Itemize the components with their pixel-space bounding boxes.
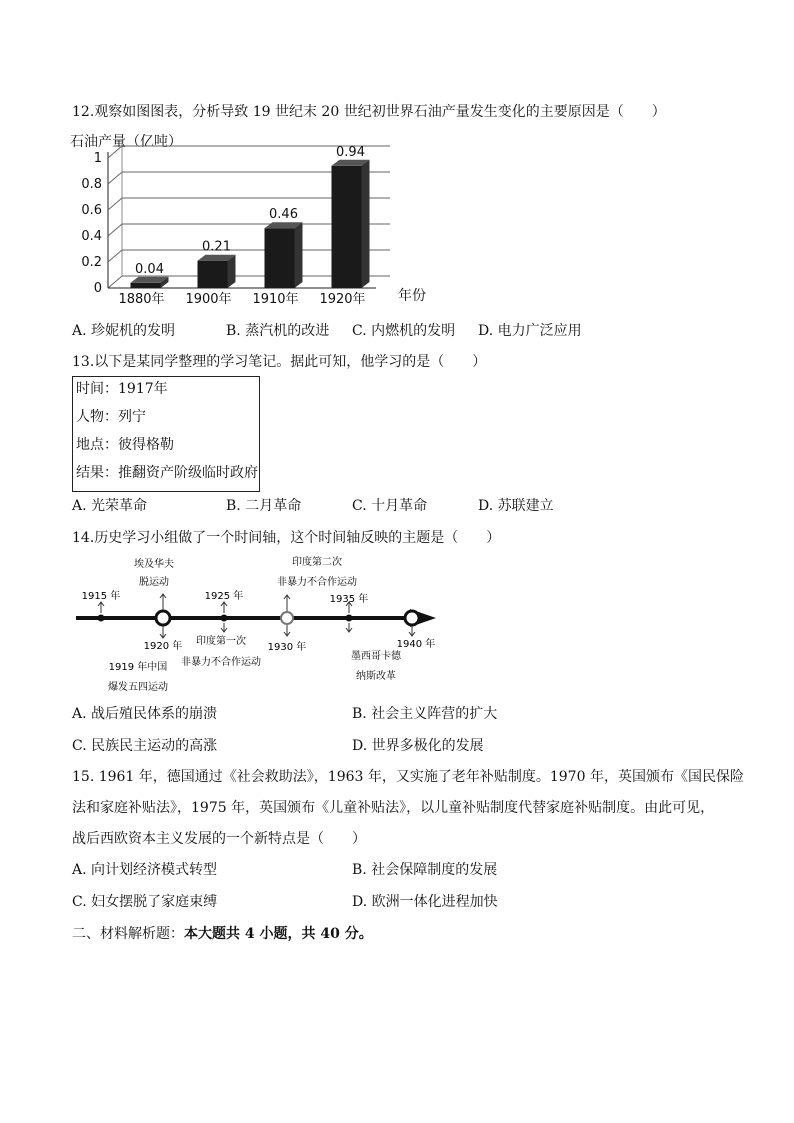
label-wafd-1: 埃及华夫 <box>134 559 174 570</box>
arrow-down-1930 <box>284 625 290 636</box>
bar-1910年 <box>265 222 303 288</box>
oil-production-chart <box>68 128 448 308</box>
timeline-dot-1925 <box>221 615 228 622</box>
label-1940: 1940 年 <box>396 639 436 650</box>
q15-line-3: 战后西欧资本主义发展的一个新特点是（ ） <box>72 831 366 847</box>
q12-option-a[interactable]: A. 珍妮机的发明 <box>72 323 176 339</box>
arrow-down-1940 <box>409 626 415 636</box>
section-2-heading <box>72 924 373 944</box>
q15-option-c[interactable]: C. 妇女摆脱了家庭束缚 <box>72 894 218 910</box>
notes-result: 结果：推翻资产阶级临时政府 <box>76 465 258 481</box>
ytick-label: 0.6 <box>81 203 102 218</box>
label-1925: 1925 年 <box>204 591 244 602</box>
notes-person: 人物：列宁 <box>76 409 146 425</box>
q15-option-b[interactable]: B. 社会保障制度的发展 <box>352 862 498 878</box>
history-timeline <box>70 553 470 693</box>
bar-front <box>265 228 295 288</box>
q12-option-d[interactable]: D. 电力广泛应用 <box>478 323 582 339</box>
study-notes-box <box>72 376 260 492</box>
arrow-up-wafd <box>160 594 166 610</box>
bar-value-label: 0.46 <box>269 207 298 223</box>
bar-1900年 <box>198 255 236 288</box>
arrow-up-1925 <box>221 602 227 613</box>
bar-side <box>362 160 370 288</box>
q15-line-2: 法和家庭补贴法》，1975 年，英国颁布《儿童补贴法》，以儿童补贴制度代替家庭补贴制度。由此可见， <box>72 800 715 816</box>
ytick-label: 0.4 <box>81 229 102 244</box>
arrow-up-1915 <box>98 602 104 613</box>
timeline-node-1930 <box>281 612 293 624</box>
label-mexico-1: 墨西哥卡德 <box>351 651 401 662</box>
timeline-node-1920 <box>156 611 170 625</box>
chart-bars <box>131 145 370 288</box>
arrow-down-mexico <box>346 623 352 632</box>
q13-question: 13.以下是某同学整理的学习笔记。据此可知，他学习的是（ ） <box>72 354 487 370</box>
label-1935: 1935 年 <box>329 594 369 605</box>
bar-1920年 <box>332 160 370 288</box>
chart-yticks <box>81 151 102 296</box>
label-india1-2: 非暴力不合作运动 <box>181 657 261 668</box>
bar-side <box>295 222 303 288</box>
bar-value-label: 0.04 <box>135 261 164 277</box>
label-1920: 1920 年 <box>143 641 183 652</box>
bar-1880年 <box>131 277 169 288</box>
chart-xticks <box>118 291 365 307</box>
q15-option-a[interactable]: A. 向计划经济模式转型 <box>72 862 218 878</box>
label-may4-2: 爆发五四运动 <box>108 682 168 693</box>
xtick-label: 1920年 <box>319 292 366 307</box>
q13-option-a[interactable]: A. 光荣革命 <box>72 498 148 514</box>
label-1915: 1915 年 <box>81 591 121 602</box>
label-mexico-2: 纳斯改革 <box>356 671 396 682</box>
label-india2-2: 非暴力不合作运动 <box>277 577 357 588</box>
q14-option-b[interactable]: B. 社会主义阵营的扩大 <box>352 706 498 722</box>
section-2-desc: 本大题共 4 小题，共 40 分。 <box>184 926 373 942</box>
q12-option-b[interactable]: B. 蒸汽机的改进 <box>226 323 330 339</box>
timeline-dot-1915 <box>98 615 105 622</box>
q14-option-d[interactable]: D. 世界多极化的发展 <box>352 738 484 754</box>
q14-question: 14.历史学习小组做了一个时间轴，这个时间轴反映的主题是（ ） <box>72 530 501 546</box>
bar-front <box>198 261 228 288</box>
xtick-label: 1900年 <box>185 292 232 307</box>
notes-time: 时间：1917年 <box>76 381 168 397</box>
ytick-label: 0 <box>93 281 102 296</box>
q15-line-1: 15. 1961 年，德国通过《社会救助法》，1963 年，又实施了老年补贴制度。1970 年，英国颁布《国民保险 <box>72 769 744 785</box>
bar-value-label: 0.21 <box>202 239 231 255</box>
xtick-label: 1910年 <box>252 292 299 307</box>
ytick-label: 0.8 <box>81 177 102 192</box>
bar-value-label: 0.94 <box>336 144 365 160</box>
q13-option-d[interactable]: D. 苏联建立 <box>478 498 554 514</box>
q12-option-c[interactable]: C. 内燃机的发明 <box>352 323 456 339</box>
chart-xlabel: 年份 <box>398 288 426 304</box>
label-1930: 1930 年 <box>267 642 307 653</box>
bar-front <box>332 166 362 288</box>
q15-option-d[interactable]: D. 欧洲一体化进程加快 <box>352 894 498 910</box>
ytick-label: 0.2 <box>81 255 102 270</box>
q14-option-a[interactable]: A. 战后殖民体系的崩溃 <box>72 706 218 722</box>
timeline-dot-1935 <box>346 615 353 622</box>
label-india1-1: 印度第一次 <box>196 636 246 647</box>
bar-front <box>131 283 161 288</box>
q14-option-c[interactable]: C. 民族民主运动的高涨 <box>72 738 218 754</box>
section-2-prefix: 二、材料解析题： <box>72 926 184 942</box>
chart-ylabel: 石油产量（亿吨） <box>70 134 182 150</box>
arrow-up-india2 <box>284 595 290 611</box>
arrow-down-1920 <box>160 626 166 638</box>
q13-option-c[interactable]: C. 十月革命 <box>352 498 428 514</box>
ytick-label: 1 <box>93 151 102 166</box>
arrow-down-india1 <box>221 623 227 632</box>
q13-option-b[interactable]: B. 二月革命 <box>226 498 302 514</box>
timeline-node-1940 <box>405 611 419 625</box>
label-india2-1: 印度第二次 <box>292 557 342 568</box>
label-may4-1: 1919 年中国 <box>108 662 168 673</box>
notes-place: 地点：彼得格勒 <box>76 437 174 453</box>
xtick-label: 1880年 <box>118 292 165 307</box>
q12-question: 12.观察如图图表，分析导致 19 世纪末 20 世纪初世界石油产量发生变化的主要原因是（ ） <box>72 104 666 120</box>
label-wafd-2: 脱运动 <box>139 577 169 588</box>
